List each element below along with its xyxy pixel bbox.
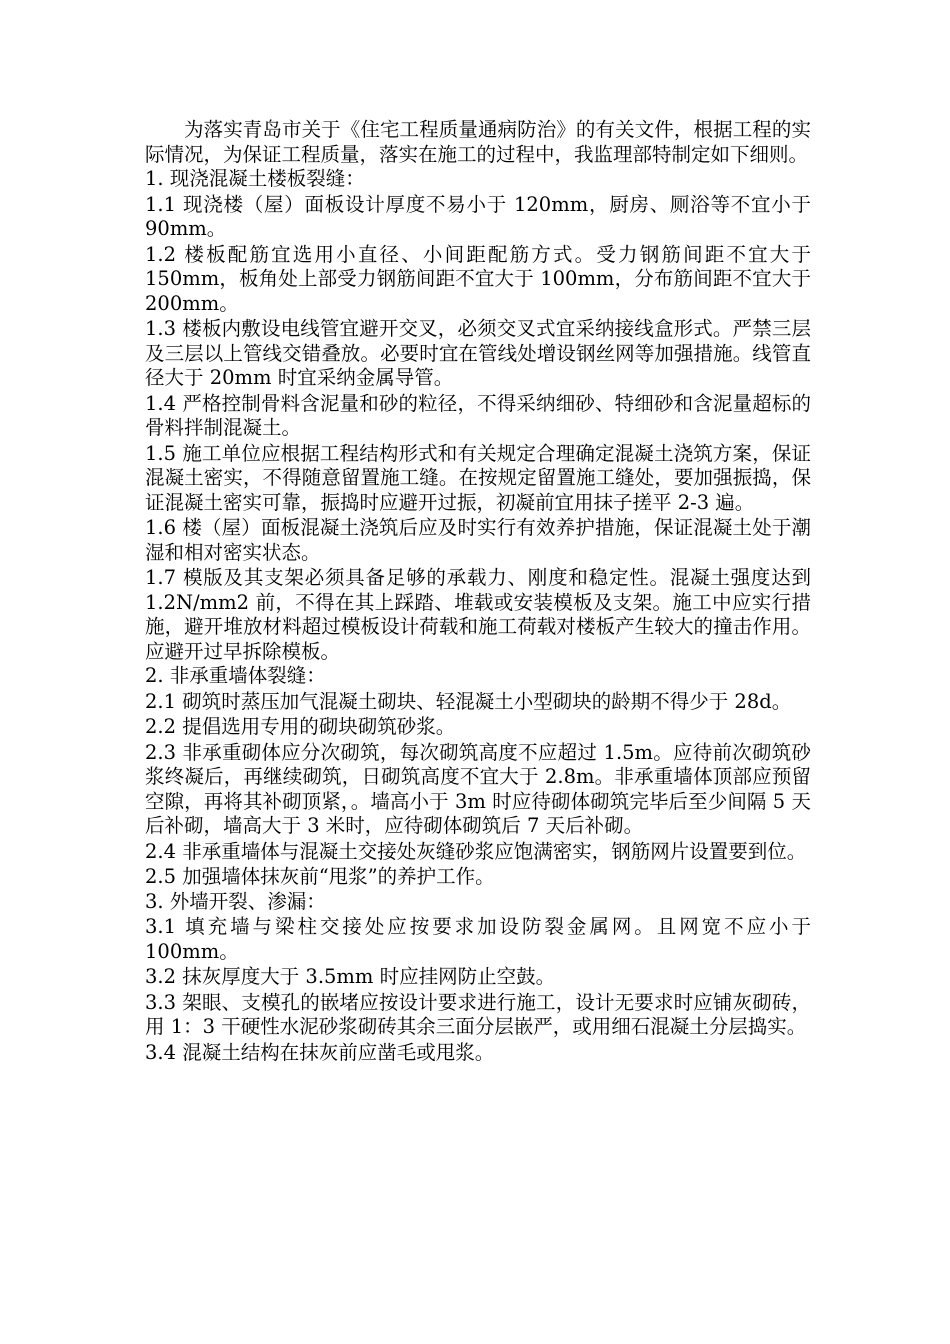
section-heading-2: 2. 非承重墙体裂缝： [145,664,326,687]
clause-1-3: 1.3 楼板内敷设电线管宜避开交叉，必须交叉式宜采纳接线盒形式。严禁三层及三层以上管线交错叠放。必要时宜在管线处增设钢丝网等加强措施。线管直径大于 20mm 时宜采纳金属导管。 [145,317,811,389]
intro-paragraph: 为落实青岛市关于《住宅工程质量通病防治》的有关文件，根据工程的实际情况，为保证工程质量，落实在施工的过程中，我监理部特制定如下细则。 [145,118,811,166]
clause-2-2: 2.2 提倡选用专用的砌块砌筑砂浆。 [145,715,456,738]
document-body [145,118,811,1065]
clause-3-4: 3.4 混凝土结构在抹灰前应凿毛或甩浆。 [145,1040,495,1064]
clause-2-5: 2.5 加强墙体抹灰前“甩浆”的养护工作。 [145,865,495,888]
section-heading-1: 1. 现浇混凝土楼板裂缝： [145,167,365,190]
clause-1-4: 1.4 严格控制骨料含泥量和砂的粒径，不得采纳细砂、特细砂和含泥量超标的骨料拌制混凝土。 [145,391,811,439]
clause-2-3: 2.3 非承重砌体应分次砌筑，每次砌筑高度不应超过 1.5m。应待前次砌筑砂浆终凝后，再继续砌筑，日砌筑高度不宜大于 2.8m。非承重墙体顶部应预留空隙，再将其补砌顶紧，。墙高小于 3m 时应待砌体砌筑完毕后至少间隔 5 天后补砌，墙高大于 3 米时，应待砌体砌筑后 7 天后补砌。 [145,740,811,837]
clause-3-1: 3.1 填充墙与梁柱交接处应按要求加设防裂金属网。且网宽不应小于 100mm。 [145,915,811,963]
section-heading-3: 3. 外墙开裂、渗漏： [145,889,326,913]
clause-3-2: 3.2 抹灰厚度大于 3.5mm 时应挂网防止空鼓。 [145,965,556,988]
clause-2-4: 2.4 非承重墙体与混凝土交接处灰缝砂浆应饱满密实，钢筋网片设置要到位。 [145,839,807,863]
clause-1-5: 1.5 施工单位应根据工程结构形式和有关规定合理确定混凝土浇筑方案，保证混凝土密实，不得随意留置施工缝。在按规定留置施工缝处，要加强振捣，保证混凝土密实可靠，振捣时应避开过振，初凝前宜用抹子搓平 2-3 遍。 [145,441,811,514]
clause-1-1: 1.1 现浇楼（屋）面板设计厚度不易小于 120mm，厨房、厕浴等不宜小于 90mm。 [145,192,811,240]
clause-1-2: 1.2 楼板配筋宜选用小直径、小间距配筋方式。受力钢筋间距不宜大于 150mm，板角处上部受力钢筋间距不宜大于 100mm，分布筋间距不宜大于 200mm。 [145,242,811,315]
clause-2-1: 2.1 砌筑时蒸压加气混凝土砌块、轻混凝土小型砌块的龄期不得少于 28d。 [145,689,792,713]
clause-1-7: 1.7 模版及其支架必须具备足够的承载力、刚度和稳定性。混凝土强度达到 1.2N/mm2 前，不得在其上踩踏、堆载或安装模板及支架。施工中应实行措施，避开堆放材料超过模板设计荷载和施工荷载对楼板产生较大的撞击作用。应避开过早拆除模板。 [145,566,811,663]
clause-1-6: 1.6 楼（屋）面板混凝土浇筑后应及时实行有效养护措施，保证混凝土处于潮湿和相对密实状态。 [145,516,811,564]
clause-3-3: 3.3 架眼、支模孔的嵌堵应按设计要求进行施工，设计无要求时应铺灰砌砖，用 1：3 干硬性水泥砂浆砌砖其余三面分层嵌严，或用细石混凝土分层捣实。 [145,990,811,1038]
